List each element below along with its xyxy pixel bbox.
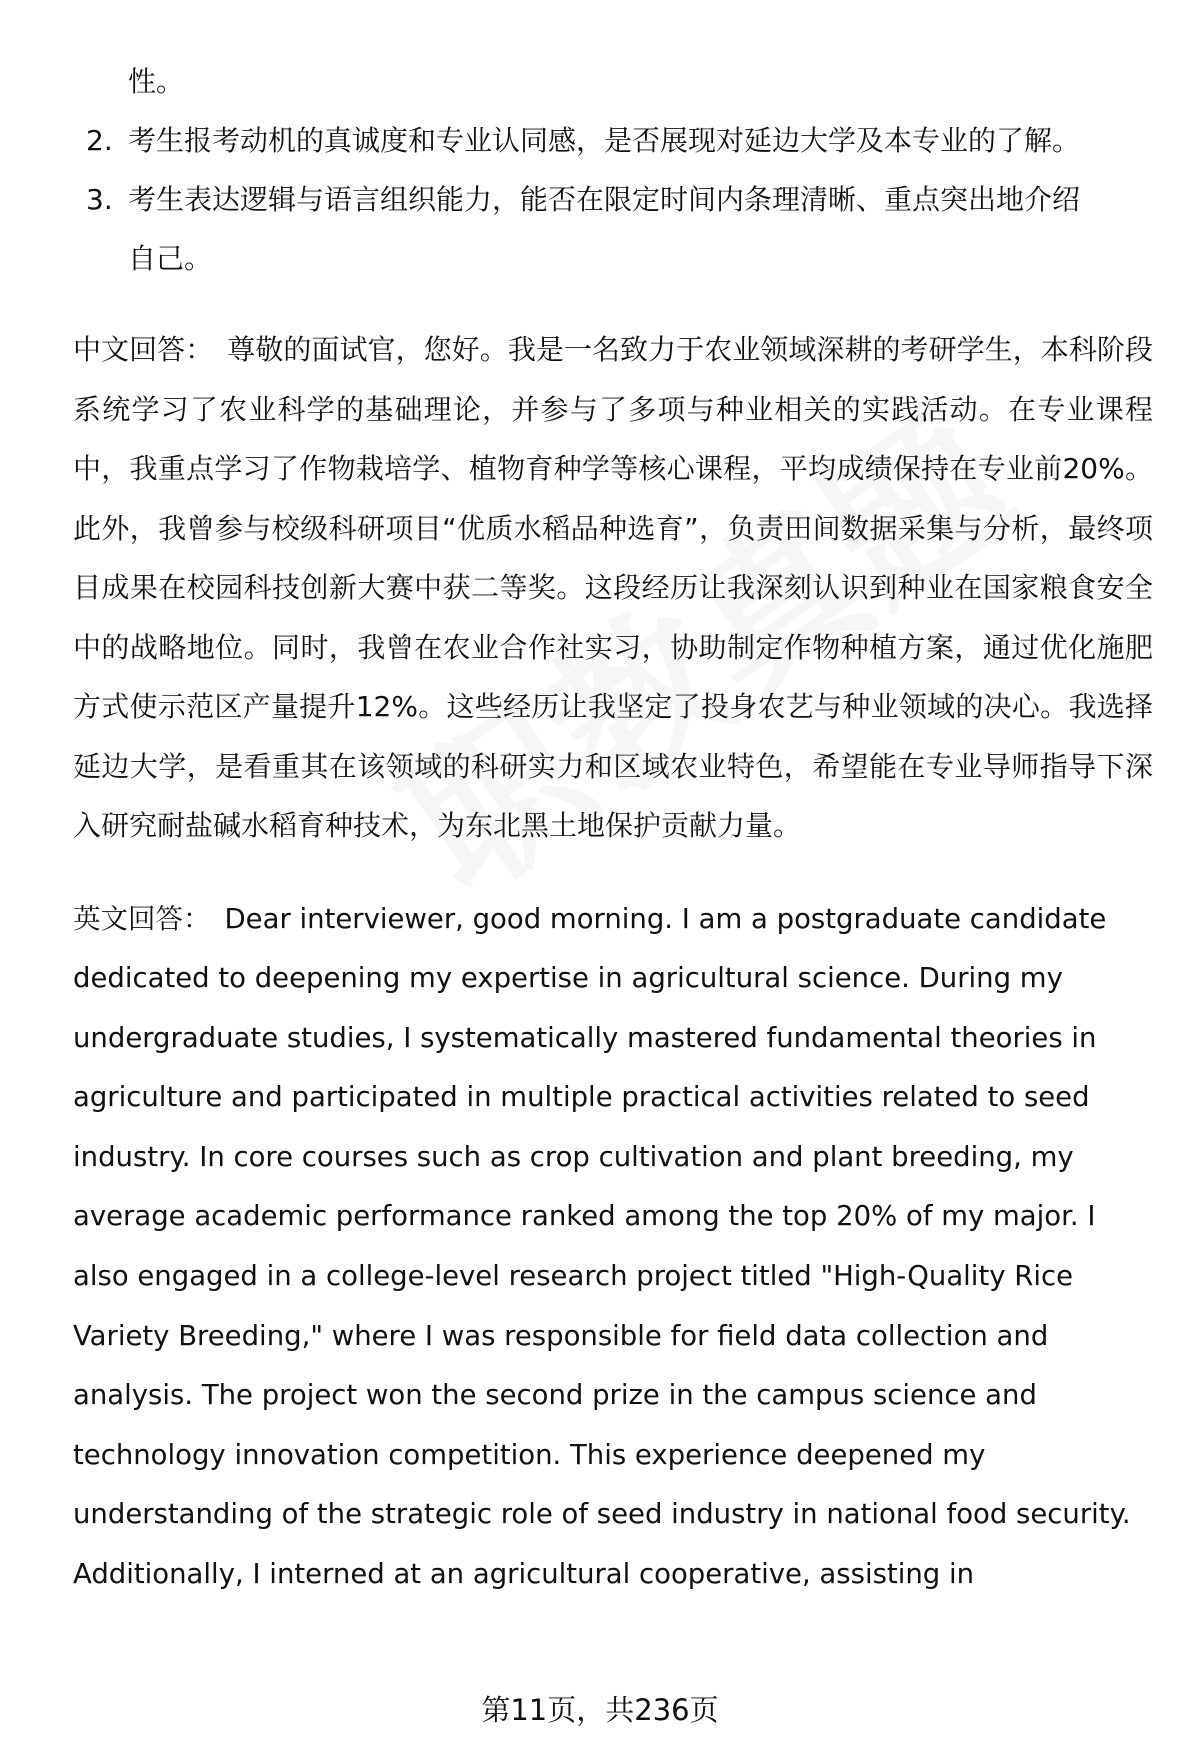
list-item-number: 3.	[86, 183, 113, 216]
chinese-answer-paragraph	[73, 320, 1153, 856]
english-answer-text: Dear interviewer, good morning. I am a postgraduate candidate dedicated to deepening my expertise in agricultural science. During my undergraduate studies, I systematically mastered fundamental theories in agriculture and participated in multiple practical activities related to seed industry. In core courses such as crop cultivation and plant breeding, my average academic performance ranked among the top 20% of my major. I also engaged in a college-level research project titled "High-Quality Rice Variety Breeding," where I was responsible for field data collection and analysis. The project won the second prize in the campus science and technology innovation competition. This experience deepened my understanding of the strategic role of seed industry in national food security. Additionally, I interned at an agricultural cooperative, assisting in	[73, 902, 1131, 1591]
english-answer-paragraph	[73, 890, 1153, 1605]
list-item	[73, 52, 1153, 111]
chinese-answer-label: 中文回答：	[73, 333, 214, 366]
page-content	[73, 52, 1153, 1605]
english-answer-label: 英文回答：	[73, 902, 211, 935]
list-item-text: 考生报考动机的真诚度和专业认同感，是否展现对延边大学及本专业的了解。	[128, 124, 1081, 157]
list-item-text: 自己。	[128, 242, 213, 275]
list-item-number: 2.	[86, 124, 113, 157]
page-number-footer: 第11页，共236页	[481, 1693, 719, 1727]
criteria-list	[73, 52, 1153, 288]
list-item	[73, 170, 1153, 229]
list-item	[73, 111, 1153, 170]
list-item	[73, 229, 1153, 288]
chinese-answer-text: 尊敬的面试官，您好。我是一名致力于农业领域深耕的考研学生，本科阶段系统学习了农业科学的基础理论，并参与了多项与种业相关的实践活动。在专业课程中，我重点学习了作物栽培学、植物育种学等核心课程，平均成绩保持在专业前20%。此外，我曾参与校级科研项目“优质水稻品种选育”，负责田间数据采集与分析，最终项目成果在校园科技创新大赛中获二等奖。这段经历让我深刻认识到种业在国家粮食安全中的战略地位。同时，我曾在农业合作社实习，协助制定作物种植方案，通过优化施肥方式使示范区产量提升12%。这些经历让我坚定了投身农艺与种业领域的决心。我选择延边大学，是看重其在该领域的科研实力和区域农业特色，希望能在专业导师指导下深入研究耐盐碱水稻育种技术，为东北黑土地保护贡献力量。	[73, 333, 1153, 842]
list-item-text: 性。	[128, 65, 185, 98]
list-item-text: 考生表达逻辑与语言组织能力，能否在限定时间内条理清晰、重点突出地介绍	[128, 183, 1081, 216]
